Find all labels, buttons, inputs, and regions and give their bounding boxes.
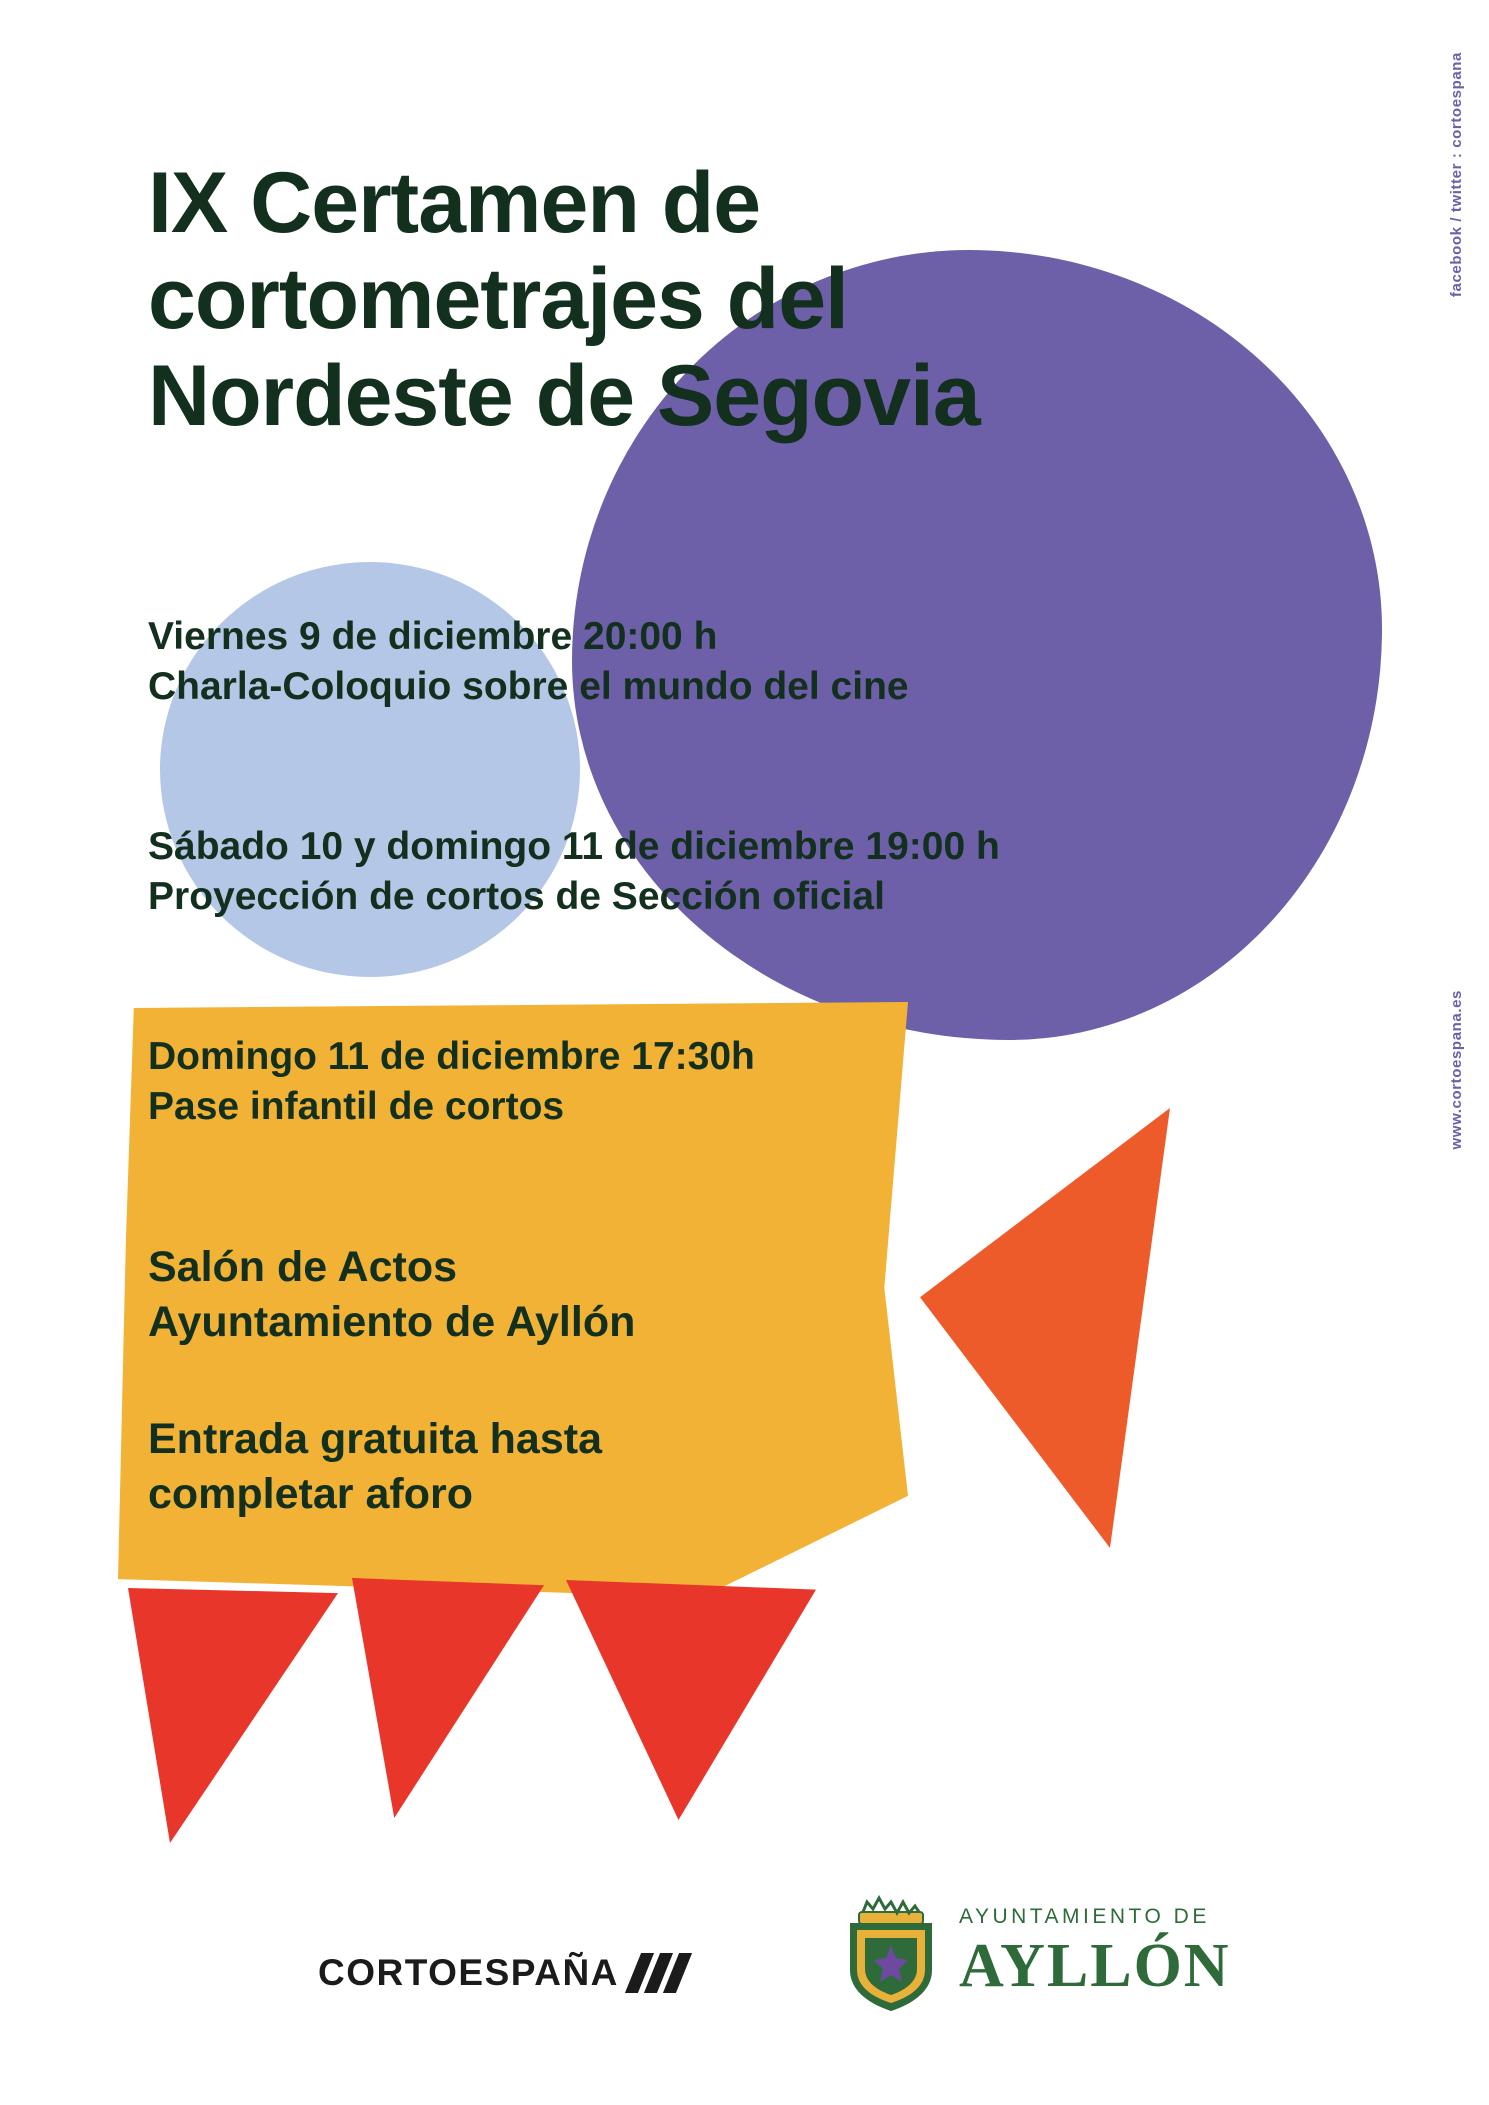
cortoespana-wordmark: CORTOESPAÑA	[318, 1952, 619, 1993]
schedule-weekend-time: Sábado 10 y domingo 11 de diciembre 19:00 h	[148, 825, 1000, 868]
admission-line-1: Entrada gratuita hasta	[148, 1415, 602, 1463]
red-triangle-shape-2	[352, 1578, 544, 1818]
cortoespana-mark-icon	[633, 1953, 687, 1993]
cortoespana-logo	[318, 1952, 687, 1994]
ayllon-top-label: AYUNTAMIENTO DE	[959, 1904, 1210, 1928]
schedule-friday-desc: Charla-Coloquio sobre el mundo del cine	[148, 664, 909, 708]
ayllon-town-hall-logo	[845, 1890, 1231, 2012]
website-url: www.cortoespana.es	[1448, 990, 1465, 1150]
schedule-friday-time: Viernes 9 de diciembre 20:00 h	[148, 615, 718, 658]
ayllon-name-label: AYLLÓN	[959, 1931, 1231, 2000]
ayllon-wordmark	[959, 1904, 1231, 2000]
red-triangle-shape-3	[566, 1580, 816, 1820]
ayllon-crest-icon	[845, 1890, 937, 2012]
social-handles: facebook / twitter : cortoespana	[1448, 52, 1465, 298]
title-line-3: Nordeste de Segovia	[148, 347, 980, 444]
title-line-2: cortometrajes del	[148, 251, 848, 348]
poster-title	[148, 155, 1318, 444]
title-line-1: IX Certamen de	[148, 155, 761, 251]
schedule-weekend-desc: Proyección de cortos de Sección oficial	[148, 874, 885, 918]
orange-triangle-shape	[920, 1108, 1170, 1548]
red-triangle-shape-1	[128, 1588, 338, 1843]
schedule-sunday-time: Domingo 11 de diciembre 17:30h	[148, 1035, 755, 1078]
venue-info	[148, 1240, 908, 1350]
schedule-friday	[148, 612, 1328, 712]
venue-line-1: Salón de Actos	[148, 1243, 458, 1291]
schedule-sunday-kids	[148, 1032, 908, 1132]
venue-line-2: Ayuntamiento de Ayllón	[148, 1298, 636, 1347]
admission-info	[148, 1412, 908, 1522]
admission-line-2: completar aforo	[148, 1470, 473, 1519]
schedule-sunday-desc: Pase infantil de cortos	[148, 1084, 565, 1128]
schedule-weekend	[148, 822, 1328, 922]
